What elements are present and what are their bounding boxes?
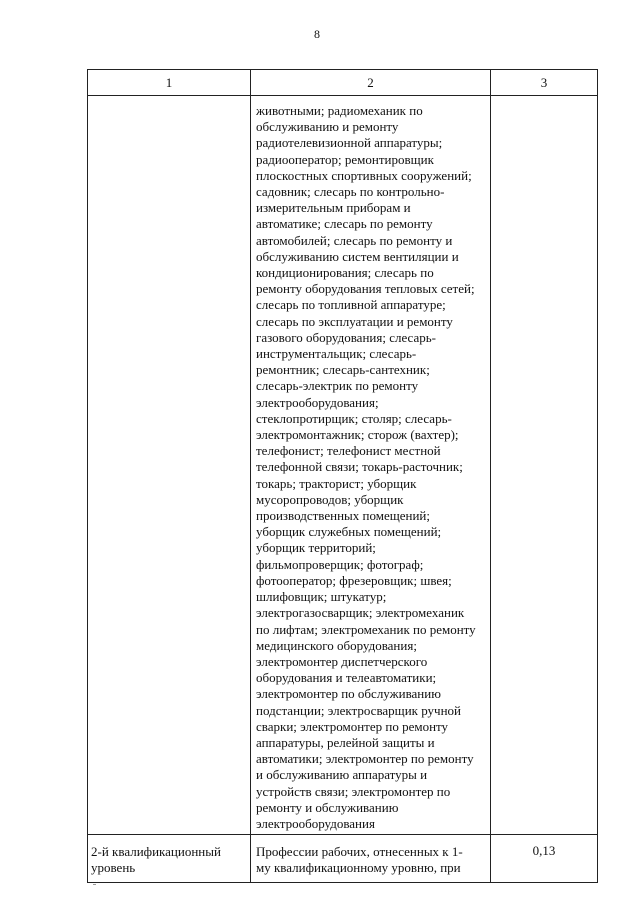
text-line: производственных помещений;	[256, 508, 430, 524]
text-line: оборудования и телеавтоматики;	[256, 670, 437, 686]
text-line: автомобилей; слесарь по ремонту и	[256, 232, 453, 248]
text-line: мусоропроводов; уборщик	[256, 491, 404, 507]
text-line: измерительным приборам и	[256, 200, 411, 216]
text-line: слесарь по эксплуатации и ремонту	[256, 313, 453, 329]
text-line: электрооборудования	[256, 815, 375, 831]
text-line: фотооператор; фрезеровщик; швея;	[256, 572, 452, 588]
text-line: устройств связи; электромонтер по	[256, 783, 451, 799]
table-row-level1-continuation	[88, 96, 598, 835]
text-line: подстанции; электросварщик ручной	[256, 702, 461, 718]
text-line: аппаратуры, релейной защиты и	[256, 734, 435, 750]
text-line: слесарь-электрик по ремонту	[256, 378, 419, 394]
qualification-level-name	[88, 835, 251, 883]
table-row-level2	[88, 835, 598, 883]
text-line: автоматики; электромонтер по ремонту	[256, 751, 474, 767]
column-header-2: 2	[251, 70, 491, 96]
text-line: фильмопроверщик; фотограф;	[256, 556, 424, 572]
scan-mark	[93, 884, 96, 885]
empty-level-cell	[88, 96, 251, 835]
qualification-level-description	[251, 835, 491, 883]
text-line: электрооборудования;	[256, 394, 379, 410]
text-line: и обслуживанию аппаратуры и	[256, 767, 428, 783]
occupations-list-cell	[251, 96, 491, 835]
text-line: телефонист; телефонист местной	[256, 443, 441, 459]
text-line: телефонной связи; токарь-расточник;	[256, 459, 463, 475]
text-line: электромонтер диспетчерского	[256, 653, 428, 669]
text-line: животными; радиомеханик по	[256, 103, 423, 118]
text-line: ремонтник; слесарь-сантехник;	[256, 362, 430, 378]
column-header-1: 1	[88, 70, 251, 96]
text-line: Профессии рабочих, отнесенных к 1-	[256, 844, 463, 860]
text-line: автоматике; слесарь по ремонту	[256, 216, 433, 232]
text-line: уборщик служебных помещений;	[256, 524, 442, 540]
text-line: радиотелевизионной аппаратуры;	[256, 135, 443, 151]
text-line: кондиционирования; слесарь по	[256, 265, 434, 281]
text-line: по лифтам; электромеханик по ремонту	[256, 621, 476, 637]
column-header-3: 3	[491, 70, 598, 96]
text-line: сварки; электромонтер по ремонту	[256, 718, 449, 734]
text-line: плоскостных спортивных сооружений;	[256, 167, 472, 183]
text-line: шлифовщик; штукатур;	[256, 589, 387, 605]
text-line: обслуживанию систем вентиляции и	[256, 248, 459, 264]
text-line: 2-й квалификационный	[91, 844, 221, 860]
text-line: му квалификационному уровню, при	[256, 860, 461, 876]
text-line: обслуживанию и ремонту	[256, 119, 399, 135]
text-line: инструментальщик; слесарь-	[256, 346, 417, 362]
text-line: ремонту оборудования тепловых сетей;	[256, 281, 475, 297]
text-line: слесарь по топливной аппаратуре;	[256, 297, 446, 313]
text-line: токарь; тракторист; уборщик	[256, 475, 417, 491]
text-line: ремонту и обслуживанию	[256, 799, 399, 815]
text-line: газового оборудования; слесарь-	[256, 329, 437, 345]
text-line: электромонтажник; сторож (вахтер);	[256, 427, 459, 443]
text-line: электрогазосварщик; электромеханик	[256, 605, 465, 621]
page-number: 8	[314, 27, 320, 41]
text-line: радиооператор; ремонтировщик	[256, 151, 434, 167]
text-line: стеклопротирщик; столяр; слесарь-	[256, 410, 452, 426]
empty-coefficient-cell	[491, 96, 598, 835]
text-line: медицинского оборудования;	[256, 637, 417, 653]
qualification-table	[87, 69, 598, 883]
text-line: садовник; слесарь по контрольно-	[256, 184, 445, 200]
table-header-row	[88, 70, 598, 96]
text-line: уборщик территорий;	[256, 540, 376, 556]
text-line: электромонтер по обслуживанию	[256, 686, 441, 702]
text-line: уровень	[91, 860, 136, 876]
coefficient-value: 0,13	[491, 835, 598, 883]
